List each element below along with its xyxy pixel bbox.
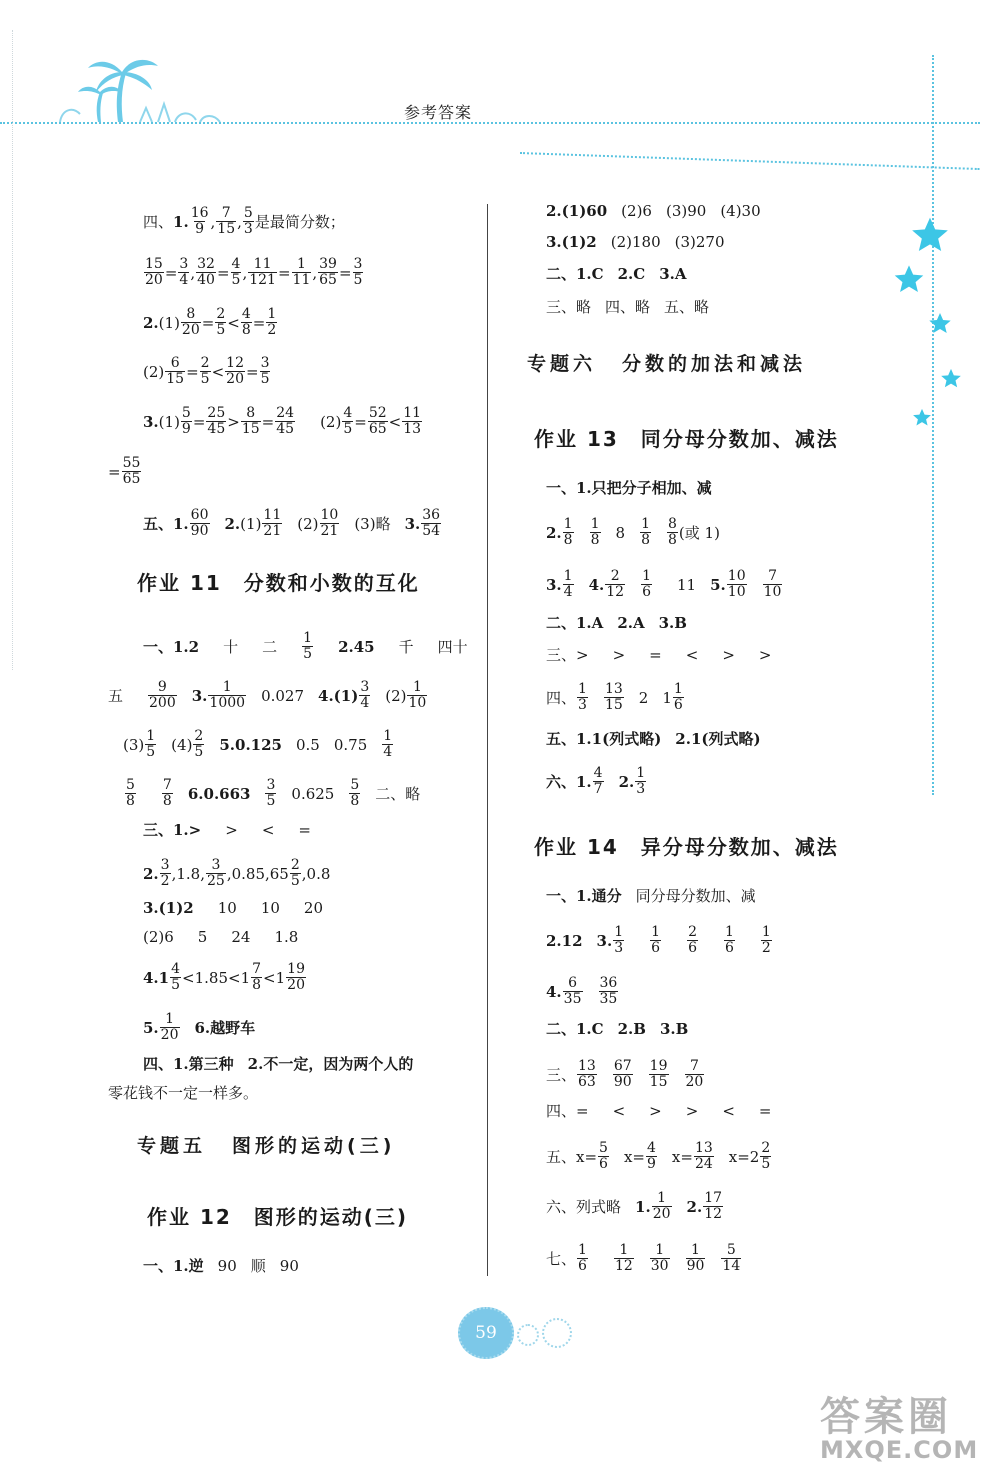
answer-line: 2.12 3. 1 3 1 6 2 6 1 6 1 2 [546,924,771,956]
star-icon [910,216,950,256]
star-icon [893,264,925,296]
answer-line: 一、1.只把分子相加、减 [546,479,712,497]
answer-line: 5 8 7 8 6.0.663 3 5 0.625 5 8 二、略 [126,777,421,809]
left-margin-line [12,30,13,670]
answer-line: 三、略 四、略 五、略 [546,298,710,316]
answer-line: 5. 1 20 6.越野车 [143,1011,256,1043]
homework-13-title: 作业 13 同分母分数加、减法 [534,427,839,451]
answer-line: 二、1.C 2.B 3.B [546,1020,689,1038]
answer-line: = 55 65 [108,455,141,487]
answer-line: 一、1.2 十 二 1 5 2.45 千 四十 [143,630,468,662]
answer-line: 4. 6 35 36 35 [546,975,618,1007]
answer-line: 二、1.C 2.C 3.A [546,265,687,283]
right-margin-line [932,55,934,795]
answer-line: 七、 1 6 1 12 1 30 1 90 5 14 [546,1242,741,1274]
watermark-en: MXQE.COM [820,1436,979,1464]
answer-line: 四、1.第三种 2.不一定，因为两个人的 [143,1055,414,1073]
answer-line: 三、1.> > < = [143,821,311,839]
answer-line: 四、= < > > < = [546,1102,772,1120]
star-icon [928,312,952,336]
answer-line: 15 20 = 3 4 , 32 40 = 4 5 , 11 121 = 1 11 , 39 65 = 3 5 [145,256,363,288]
answer-line: 四、 1. 16 9 , 7 15 , 5 3 是最简分数； [143,205,345,237]
answer-line: 3. (1) 5 9 = 25 45 > 8 15 = 24 45 (2) 4 5 = 52 65 < 11 13 [143,405,422,437]
column-divider [487,204,488,1276]
homework-14-title: 作业 14 异分母分数加、减法 [534,835,839,859]
answer-line: (2)6 5 24 1.8 [143,928,299,946]
star-icon [912,408,932,428]
page-number-badge: 59 [458,1307,514,1359]
watermark-cn: 答案圈 [820,1394,952,1440]
answer-line: 二、1.A 2.A 3.B [546,614,687,632]
answer-line: 六、1. 4 7 2. 1 3 [546,765,646,797]
answer-line: 3. 1 4 4. 2 12 1 6 11 5. 10 10 7 10 [546,568,782,600]
answer-line: 3.(1)2 (2)180 (3)270 [546,233,725,251]
page-header-title: 参考答案 [404,103,473,122]
answer-line: (3) 1 5 (4) 2 5 5.0.125 0.5 0.75 1 4 [123,728,393,760]
topic-6-title: 专题六 分数的加法和减法 [527,353,807,375]
decor-ring [542,1318,572,1348]
answer-line: 2. (1) 8 20 = 2 5 < 4 8 = 1 2 [143,306,277,338]
answer-line: 五 9 200 3. 1 1000 0.027 4.(1) 3 4 (2) 1 10 [108,679,427,711]
star-icon [940,368,962,390]
answer-line: 2.(1)60 (2)6 (3)90 (4)30 [546,202,761,220]
header-rule [0,122,980,124]
decor-ring [517,1324,539,1346]
homework-11-title: 作业 11 分数和小数的互化 [137,571,420,595]
answer-line: 四、 1 3 13 15 2 1 1 6 [546,681,683,713]
answer-line: 六、列式略 1. 1 20 2. 17 12 [546,1190,723,1222]
watermark [820,1385,978,1464]
answer-line: 零花钱不一定一样多。 [108,1084,259,1102]
answer-line: 五、1. 60 90 2. (1) 11 21 (2) 10 21 (3)略 3. 36 54 [143,507,441,539]
answer-line: 2. 3 2 ,1.8, 3 25 ,0.85,65 2 5 ,0.8 [143,857,331,889]
header-rule-slant [520,152,980,170]
answer-line: (2) 6 15 = 2 5 < 12 20 = 3 5 [143,355,270,387]
answer-line: 一、1.逆 90 顺 90 [143,1257,299,1275]
answer-line: 五、x= $\frac{5}{6}$ x= $\frac{4}{9}$ x= $\frac{13}{24}$ x=2 2 5 [546,1140,771,1172]
answer-line: 2. 1 8 1 8 8 1 8 8 8 (或 1) [546,516,720,548]
topic-5-title: 专题五 图形的运动(三) [137,1135,396,1157]
palm-tree-icon [0,50,240,130]
answer-line: 三、> > = < > > [546,646,772,664]
answer-line: 五、1.1(列式略) 2.1(列式略) [546,730,761,748]
answer-line: 三、 13 63 67 90 19 15 7 20 [546,1058,704,1090]
answer-line: 3.(1)2 10 10 20 [143,899,324,917]
homework-12-title: 作业 12 图形的运动(三) [147,1205,409,1229]
answer-line: 一、1.通分 同分母分数加、减 [546,887,756,905]
answer-line: 4.1 4 5 <1.85<1 7 8 <1 19 20 [143,961,305,993]
